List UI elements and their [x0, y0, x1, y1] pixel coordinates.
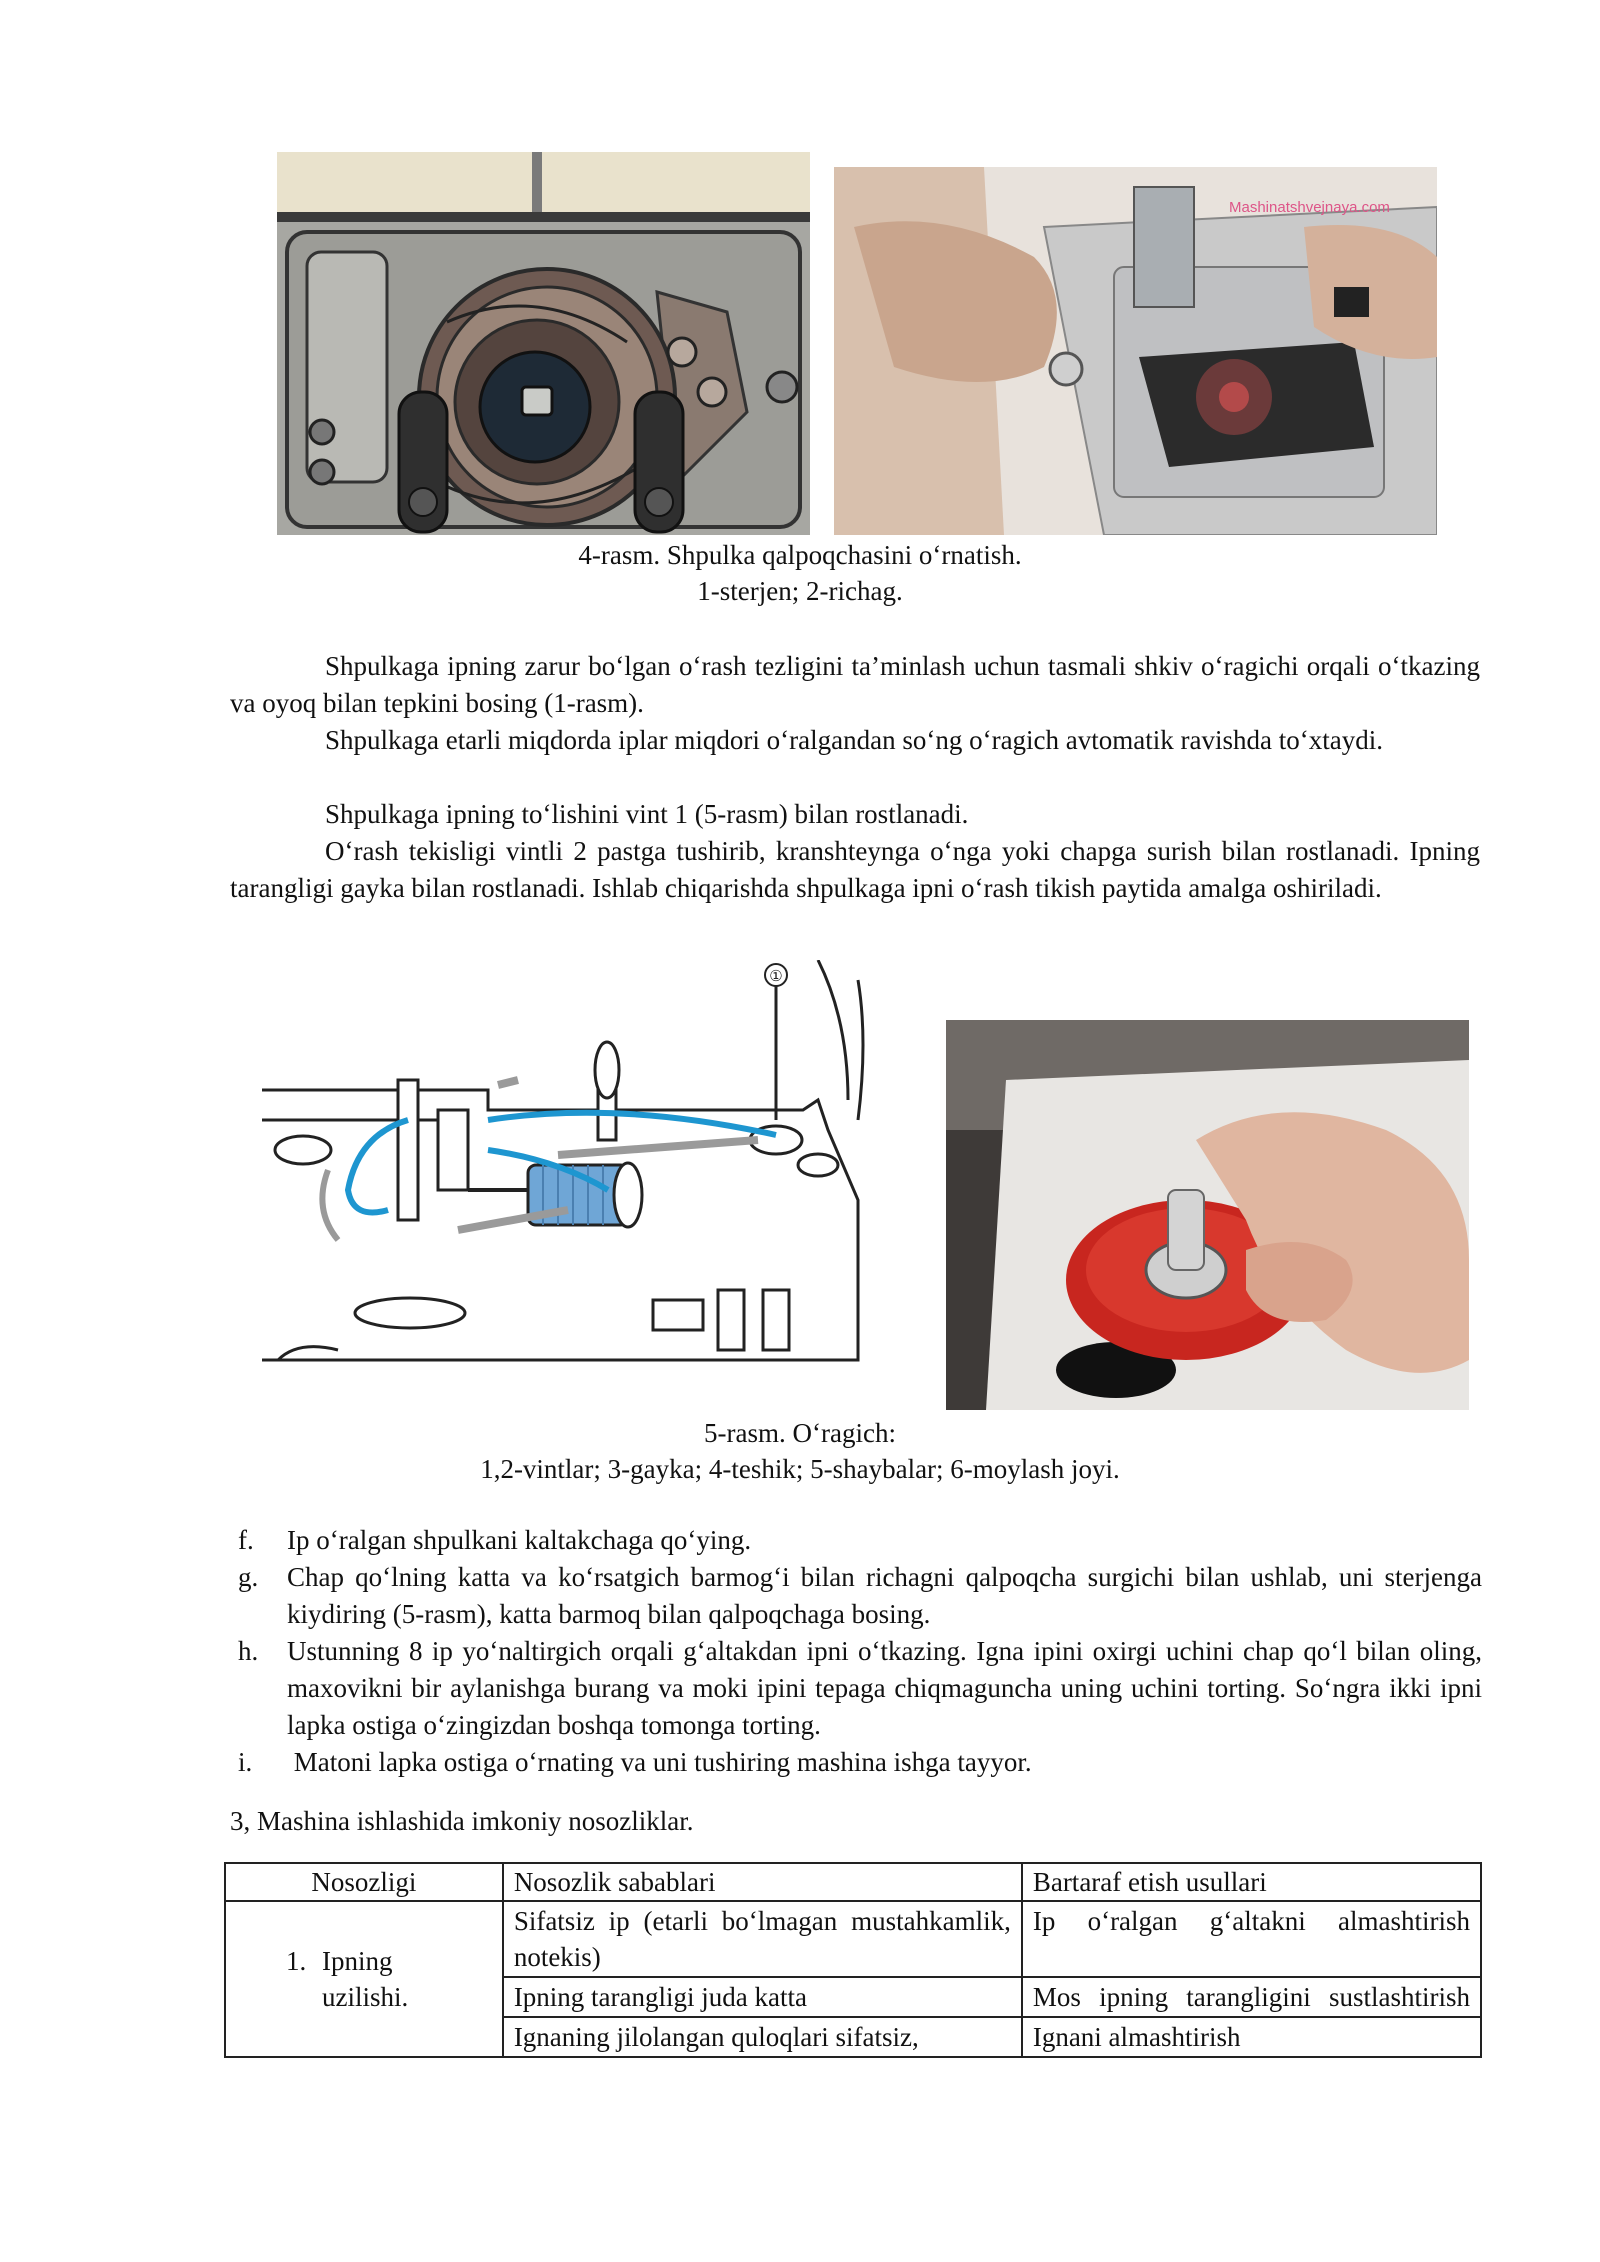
- list-marker: g.: [238, 1562, 259, 1592]
- list-marker: h.: [238, 1636, 259, 1666]
- figure4-watermark: Mashinatshvejnaya.com: [1229, 199, 1390, 216]
- table-header-cell: Bartaraf etish usullari: [1022, 1863, 1481, 1901]
- figure4-caption-legend: 1-sterjen; 2-richag.: [697, 576, 903, 606]
- figure5-photo-bobbin-winding: [946, 1020, 1469, 1410]
- fix-cell: Mos ipning tarangligini sustlashtirish: [1022, 1977, 1481, 2017]
- bobbin-case-illustration: [277, 152, 810, 535]
- list-item-f: [230, 1522, 1482, 1559]
- list-item-text: Matoni lapka ostiga o‘rnating va uni tushiring mashina ishga tayyor.: [287, 1747, 1032, 1777]
- figure5-caption-legend: 1,2-vintlar; 3-gayka; 4-teshik; 5-shaybalar; 6-moylash joyi.: [480, 1454, 1120, 1484]
- table-header-cell: Nosozlik sabablari: [503, 1863, 1022, 1901]
- fault-entry: [286, 1943, 492, 2015]
- cause-cell: Sifatsiz ip (etarli bo‘lmagan mustahkamlik, notekis): [503, 1901, 1022, 1977]
- paragraph-4-text: O‘rash tekisligi vintli 2 pastga tushirib, kranshteynga o‘nga yoki chapga surish bilan rostlanadi. Ipning tarangligi gayka bilan rostlanadi. Ishlab chiqarishda shpulkaga ipni o‘rash tikish paytida amalga oshiriladi.: [230, 836, 1480, 903]
- fix-cell: Ignani almashtirish: [1022, 2017, 1481, 2057]
- section-heading: 3, Mashina ishlashida imkoniy nosozliklar.: [230, 1806, 694, 1836]
- winder-threading-diagram: [258, 960, 898, 1410]
- fault-number: 1.: [286, 1946, 307, 1976]
- bobbin-insert-photo: [834, 167, 1437, 535]
- paragraph-2-text: Shpulkaga etarli miqdorda iplar miqdori o‘ralgandan so‘ng o‘ragich avtomatik ravishda to‘xtaydi.: [325, 725, 1383, 755]
- table-row: [225, 1901, 1481, 1977]
- list-item-text: Chap qo‘lning katta va ko‘rsatgich barmog‘i bilan richagni qalpoqcha surgichi bilan ushlab, uni sterjenga kiydiring (5-rasm), katta barmoq bilan qalpoqchaga bosing.: [287, 1562, 1482, 1629]
- list-item-text: Ip o‘ralgan shpulkani kaltakchaga qo‘ying.: [287, 1525, 752, 1555]
- figure5-diagram-winder: [258, 960, 898, 1410]
- list-item-i: [230, 1744, 1482, 1781]
- list-marker: i.: [238, 1747, 253, 1777]
- list-item-h: [230, 1633, 1482, 1744]
- figure5-caption-title: 5-rasm. O‘ragich:: [704, 1418, 896, 1448]
- paragraph-2: [230, 722, 1480, 759]
- fault-name: Ipning uzilishi.: [322, 1946, 409, 2012]
- table-header-cell: Nosozligi: [225, 1863, 503, 1901]
- figure4-photo-bobbin-insert: [834, 167, 1437, 535]
- bobbin-winding-photo: [946, 1020, 1469, 1410]
- faults-table: [224, 1862, 1482, 2058]
- fault-cell: [225, 1901, 503, 2057]
- list-item-text: Ustunning 8 ip yo‘naltirgich orqali g‘altakdan ipni o‘tkazing. Igna ipini oxirgi uchini chap qo‘l bilan oling, maxovikni bir aylanishga burang va moki ipini tepaga chiqmaguncha uning uchini torting. So‘ngra ikki ipni lapka ostiga o‘zingizdan boshqa tomonga torting.: [287, 1636, 1482, 1740]
- table-header-row: [225, 1863, 1481, 1901]
- figure5-callout-1: ①: [769, 968, 783, 985]
- cause-cell: Ipning tarangligi juda katta: [503, 1977, 1022, 2017]
- cause-cell: Ignaning jilolangan quloqlari sifatsiz,: [503, 2017, 1022, 2057]
- figure4-photo-bobbin-case: [277, 152, 810, 535]
- paragraph-1-text: Shpulkaga ipning zarur bo‘lgan o‘rash tezligini ta’minlash uchun tasmali shkiv o‘ragichi orqali o‘tkazing va oyoq bilan tepkini bosing (1-rasm).: [230, 651, 1480, 718]
- list-item-g: [230, 1559, 1482, 1633]
- fix-cell: Ip o‘ralgan g‘altakni almashtirish: [1022, 1901, 1481, 1977]
- paragraph-1: [230, 648, 1480, 722]
- figure4-caption-title: 4-rasm. Shpulka qalpoqchasini o‘rnatish.: [578, 540, 1022, 570]
- paragraph-3-text: Shpulkaga ipning to‘lishini vint 1 (5-rasm) bilan rostlanadi.: [325, 799, 969, 829]
- list-marker: f.: [238, 1525, 254, 1555]
- paragraph-4: [230, 833, 1480, 907]
- paragraph-3: [230, 796, 1480, 833]
